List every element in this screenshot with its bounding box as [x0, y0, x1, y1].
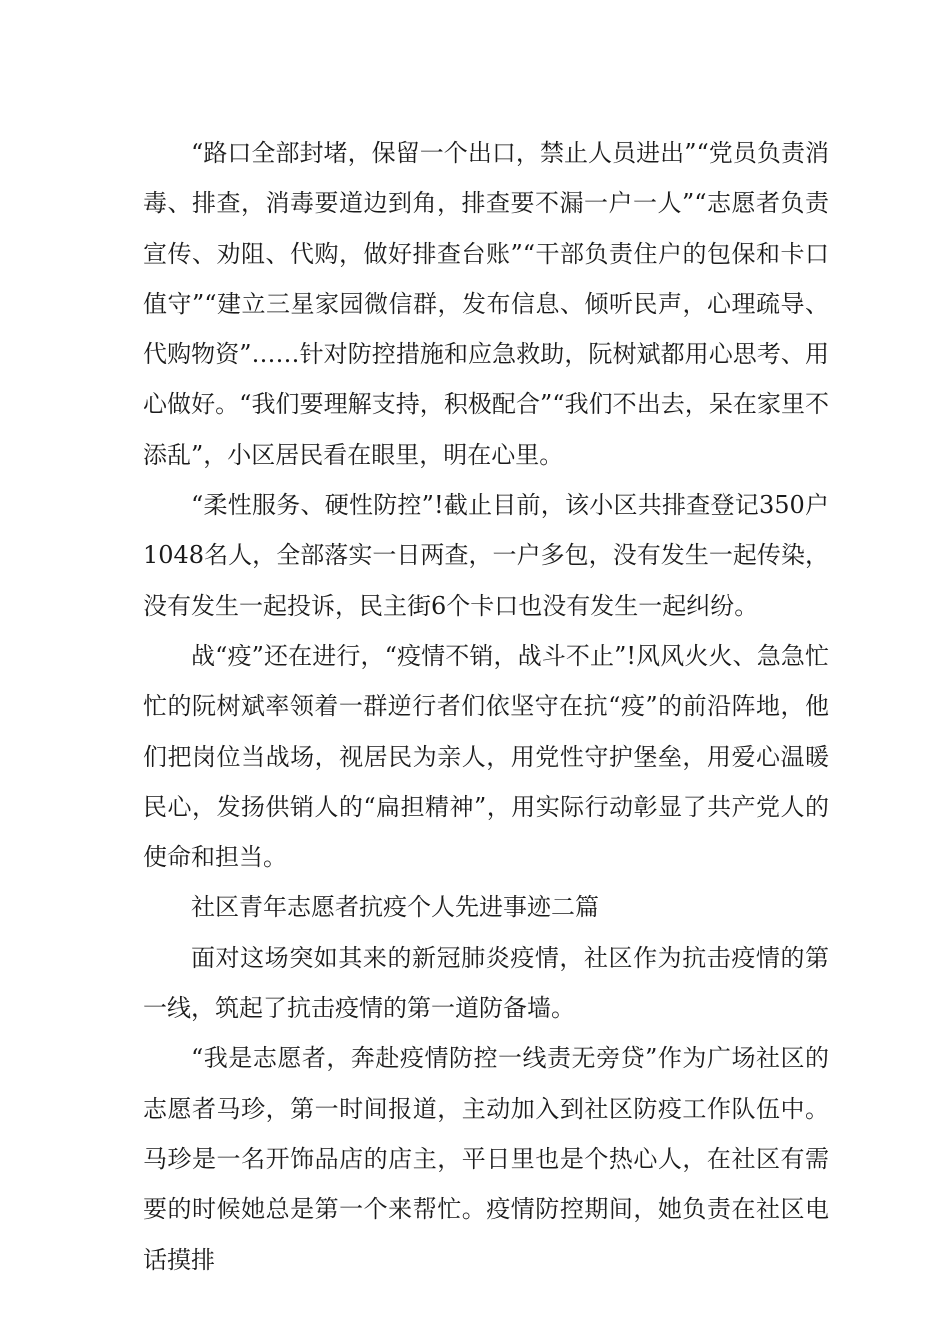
- section-heading: 社区青年志愿者抗疫个人先进事迹二篇: [191, 893, 599, 922]
- paragraph-statistics: “柔性服务、硬性防控”!截止目前，该小区共排查登记350户1048名人，全部落实一日两查，一户多包，没有发生一起传染，没有发生一起投诉，民主街6个卡口也没有发生一起纠纷。: [143, 491, 829, 620]
- paragraph-volunteer: “我是志愿者，奔赴疫情防控一线责无旁贷”作为广场社区的志愿者马珍，第一时间报道，主动加入到社区防疫工作队伍中。马珍是一名开饰品店的店主，平日里也是个热心人，在社区有需要的时候她总是第一个来帮忙。疫情防控期间，她负责在社区电话摸排: [143, 1044, 829, 1274]
- document-body: [143, 128, 829, 1285]
- paragraph-checkpoint-duties: “路口全部封堵，保留一个出口，禁止人员进出”“党员负责消毒、排查，消毒要道边到角，排查要不漏一户一人”“志愿者负责宣传、劝阻、代购，做好排查台账”“干部负责住户的包保和卡口值守”“建立三星家园微信群，发布信息、倾听民声，心理疏导、代购物资”……针对防控措施和应急救助，阮树斌都用心思考、用心做好。“我们要理解支持，积极配合”“我们不出去，呆在家里不添乱”，小区居民看在眼里，明在心里。: [143, 139, 829, 469]
- paragraph-intro: 面对这场突如其来的新冠肺炎疫情，社区作为抗击疫情的第一线，筑起了抗击疫情的第一道防备墙。: [143, 943, 829, 1023]
- paragraph-frontline: 战“疫”还在进行，“疫情不销，战斗不止”!风风火火、急急忙忙的阮树斌率领着一群逆行者们依坚守在抗“疫”的前沿阵地，他们把岗位当战场，视居民为亲人，用党性守护堡垒，用爱心温暖民心，发扬供销人的“扁担精神”，用实际行动彰显了共产党人的使命和担当。: [143, 641, 829, 872]
